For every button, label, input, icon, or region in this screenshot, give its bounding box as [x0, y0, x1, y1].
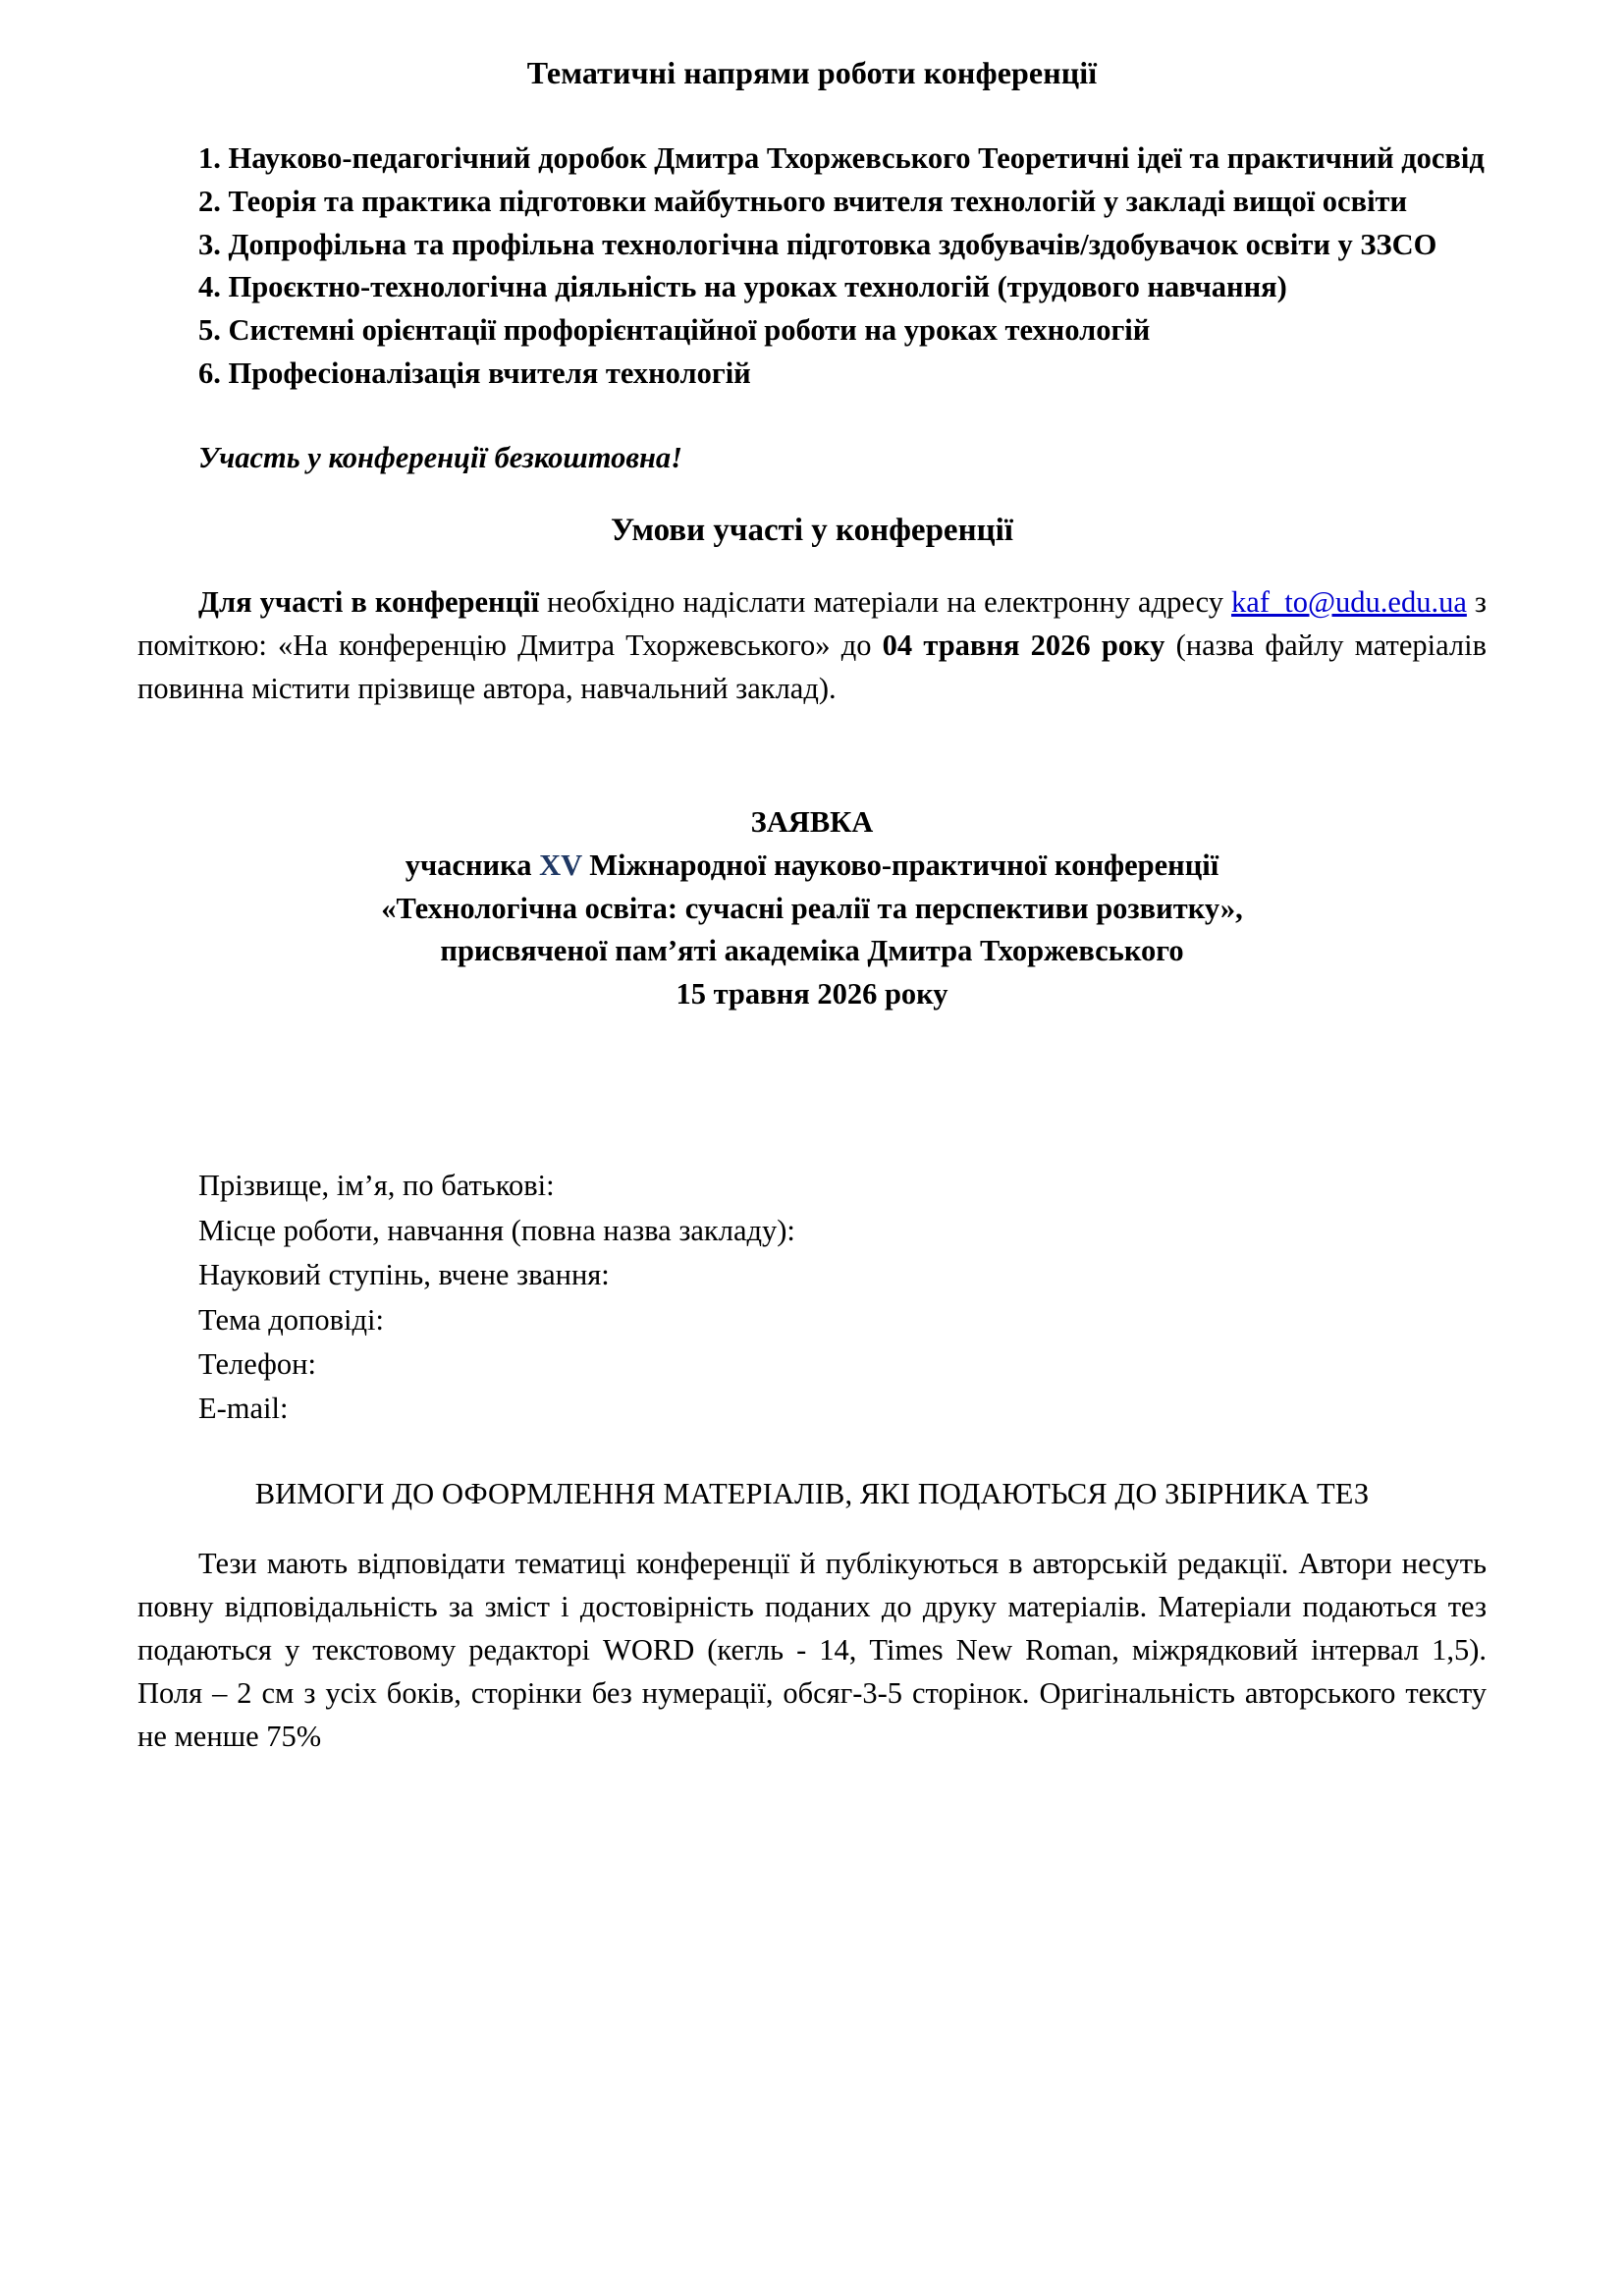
form-field-topic: Тема доповіді:	[198, 1302, 384, 1337]
conditions-after-email: з поміткою: «На конференцію Дмитра Тхоржевського» до	[137, 584, 1487, 662]
conditions-title: Умови участі у конференції	[611, 512, 1013, 548]
spacer	[137, 480, 1487, 508]
topic-item-5: 5. Системні орієнтації профорієнтаційної роботи на уроках технологій	[198, 313, 1151, 348]
conditions-tail: (назва файлу матеріалів повинна містити прізвище автора, навчальний заклад).	[137, 628, 1487, 705]
topic-item-6: 6. Професіоналізація вчителя технологій	[198, 356, 751, 391]
spacer	[137, 1432, 1487, 1473]
spacer	[137, 1016, 1487, 1164]
application-heading: ЗАЯВКА	[750, 804, 874, 839]
application-dedication: присвяченої пам’яті академіка Дмитра Тхоржевського	[440, 934, 1184, 968]
spacer	[137, 554, 1487, 581]
application-date: 15 травня 2026 року	[676, 977, 948, 1011]
application-roman-numeral: XV	[539, 847, 582, 882]
topic-item-2: 2. Теорія та практика підготовки майбутнього вчителя технологій у закладі вищої освіти	[198, 184, 1408, 218]
form-field-degree: Науковий ступінь, вчене звання:	[198, 1258, 610, 1292]
document-body	[137, 51, 1487, 1759]
page-title: Тематичні напрями роботи конференції	[526, 55, 1098, 90]
email-link[interactable]: kaf_to@udu.edu.ua	[1231, 584, 1467, 619]
free-participation-note: Участь у конференції безкоштовна!	[198, 441, 683, 475]
conditions-deadline: 04 травня 2026 року	[882, 628, 1165, 662]
conditions-after-lead: необхідно надіслати матеріали на електронну адресу	[539, 584, 1232, 619]
conditions-paragraph	[137, 581, 1487, 711]
topic-item-3: 3. Допрофільна та профільна технологічна підготовка здобувачів/здобувачок освіти у ЗЗСО	[198, 227, 1437, 261]
conditions-lead-bold: Для участі в конференції	[198, 584, 540, 619]
application-conference-name: «Технологічна освіта: сучасні реалії та перспективи розвитку»,	[381, 891, 1243, 925]
form-field-phone: Телефон:	[198, 1346, 316, 1381]
spacer	[137, 711, 1487, 801]
spacer	[137, 396, 1487, 437]
spacer	[137, 1515, 1487, 1543]
topic-item-4: 4. Проєктно-технологічна діяльність на уроках технологій (трудового навчання)	[198, 270, 1287, 304]
application-participant-prefix: учасника	[405, 847, 540, 882]
requirements-body: Тези мають відповідати тематиці конференції й публікуються в авторській редакції. Автори несуть повну відповідальність за зміст і достовірність поданих до друку матеріалів. Матеріали подаються тез подаються у текстовому редакторі WORD (кегль - 14, Times New Roman, міжрядковий інтервал 1,5). Поля – 2 см з усіх боків, сторінки без нумерації, обсяг-3-5 сторінок. Оригінальність авторського тексту не менше 75%	[137, 1547, 1487, 1754]
application-block	[137, 801, 1487, 1017]
spacer	[137, 96, 1487, 137]
application-participant-suffix: Міжнародної науково-практичної конференції	[581, 847, 1219, 882]
form-field-workplace: Місце роботи, навчання (повна назва закладу):	[198, 1213, 795, 1247]
application-participant-line	[137, 845, 1487, 888]
form-field-fullname: Прізвище, ім’я, по батькові:	[198, 1169, 555, 1203]
application-form-fields	[137, 1164, 1487, 1432]
topic-item-1: 1. Науково-педагогічний доробок Дмитра Тхоржевського Теоретичні ідеї та практичний досвід	[198, 140, 1485, 175]
requirements-heading: ВИМОГИ ДО ОФОРМЛЕННЯ МАТЕРІАЛІВ, ЯКІ ПОДАЮТЬСЯ ДО ЗБІРНИКА ТЕЗ	[254, 1476, 1370, 1510]
form-field-email: E-mail:	[198, 1392, 289, 1426]
